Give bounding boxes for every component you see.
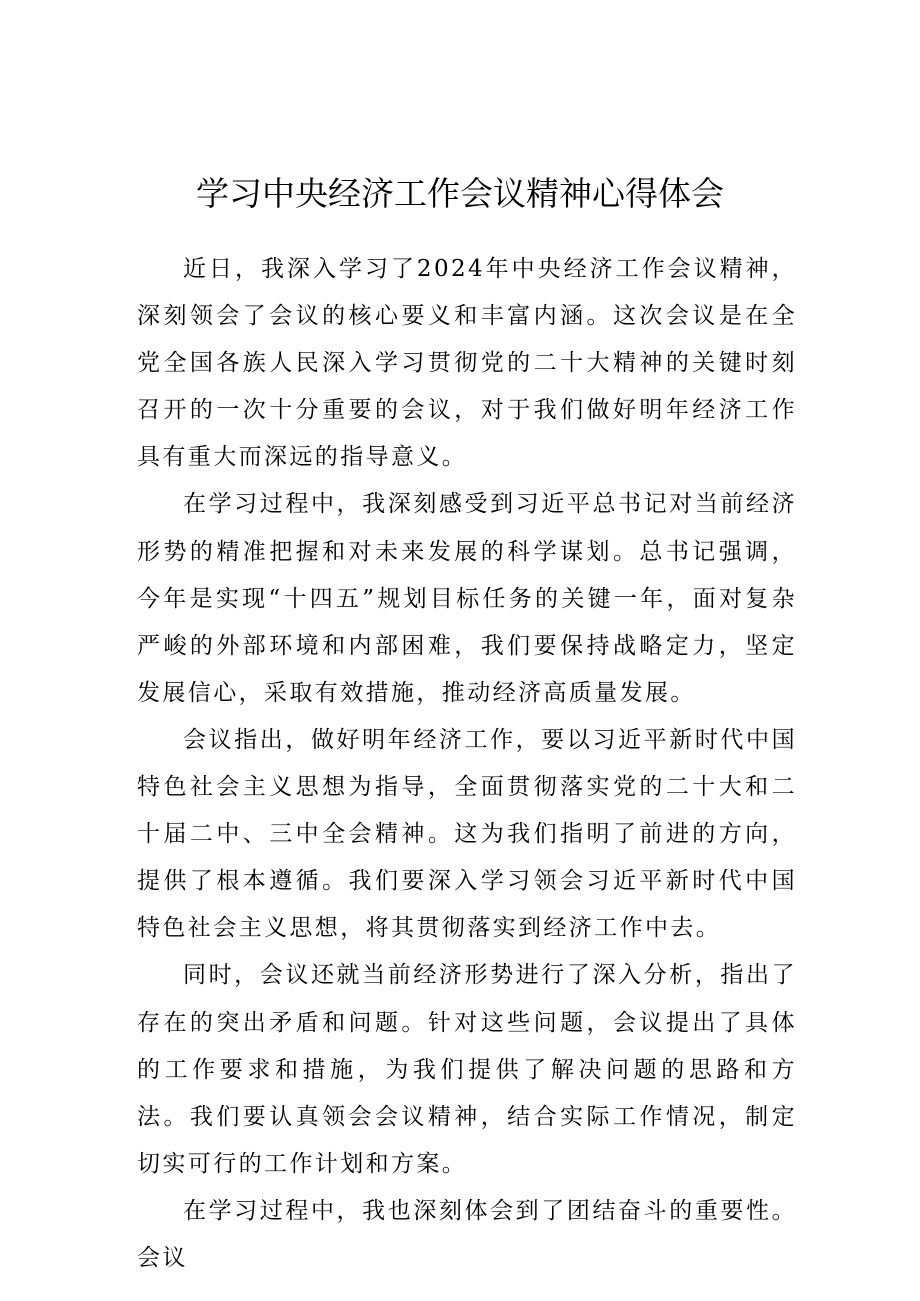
document-body (137, 246, 797, 1282)
paragraph-2: 在学习过程中，我深刻感受到习近平总书记对当前经济形势的精准把握和对未来发展的科学谋划。总书记强调，今年是实现“十四五”规划目标任务的关键一年，面对复杂严峻的外部环境和内部困难，我们要保持战略定力，坚定发展信心，采取有效措施，推动经济高质量发展。 (137, 491, 797, 706)
paragraph-5: 在学习过程中，我也深刻体会到了团结奋斗的重要性。会议 (137, 1197, 797, 1271)
paragraph-1: 近日，我深入学习了2024年中央经济工作会议精神，深刻领会了会议的核心要义和丰富内涵。这次会议是在全党全国各族人民深入学习贯彻党的二十大精神的关键时刻召开的一次十分重要的会议，对于我们做好明年经济工作具有重大而深远的指导意义。 (137, 256, 797, 471)
document-title: 学习中央经济工作会议精神心得体会 (196, 174, 724, 213)
paragraph-4: 同时，会议还就当前经济形势进行了深入分析，指出了存在的突出矛盾和问题。针对这些问题，会议提出了具体的工作要求和措施，为我们提供了解决问题的思路和方法。我们要认真领会会议精神，结合实际工作情况，制定切实可行的工作计划和方案。 (137, 962, 797, 1177)
paragraph-3: 会议指出，做好明年经济工作，要以习近平新时代中国特色社会主义思想为指导，全面贯彻落实党的二十大和二十届二中、三中全会精神。这为我们指明了前进的方向，提供了根本遵循。我们要深入学习领会习近平新时代中国特色社会主义思想，将其贯彻落实到经济工作中去。 (137, 726, 797, 942)
